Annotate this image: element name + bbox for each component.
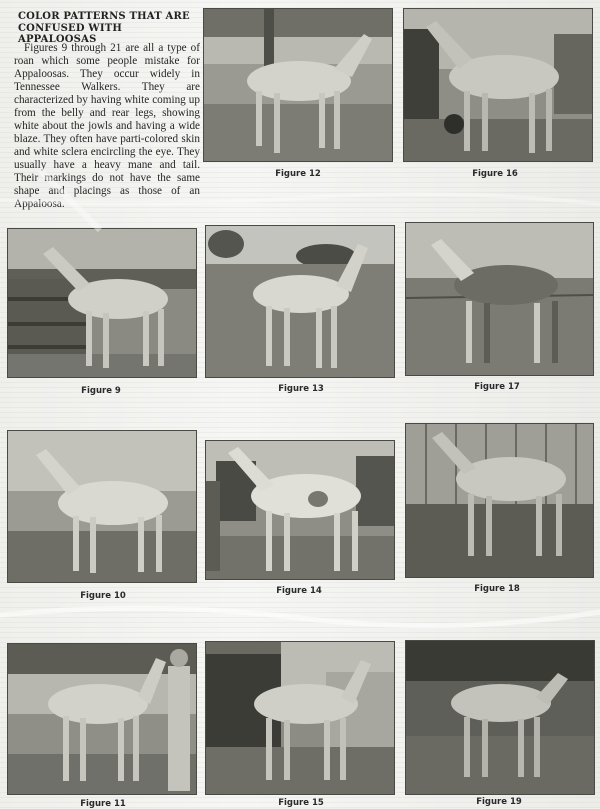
horse-photo-figure-11	[7, 643, 197, 795]
horse-photo-figure-13	[205, 225, 395, 378]
horse-photo-figure-10	[7, 430, 197, 583]
horse-photo-figure-17	[405, 222, 594, 376]
horse-photo-figure-16	[403, 8, 593, 162]
figure-caption: Figure 12	[275, 169, 321, 179]
figure-caption: Figure 10	[80, 591, 126, 601]
figure-caption: Figure 13	[278, 384, 324, 394]
horse-photo-figure-18	[405, 423, 594, 578]
figure-caption: Figure 17	[474, 382, 520, 392]
figure-caption: Figure 9	[81, 386, 121, 396]
horse-photo-figure-19	[405, 640, 595, 795]
horse-photo-figure-12	[203, 8, 393, 162]
figure-caption: Figure 15	[278, 798, 324, 808]
figure-caption: Figure 14	[276, 586, 322, 596]
horse-photo-figure-9	[7, 228, 197, 378]
horse-photo-figure-14	[205, 440, 395, 580]
horse-photo-figure-15	[205, 641, 395, 795]
figure-caption: Figure 11	[80, 799, 126, 809]
figure-caption: Figure 19	[476, 797, 522, 807]
figure-caption: Figure 18	[474, 584, 520, 594]
figure-caption: Figure 16	[472, 169, 518, 179]
article-body: Figures 9 through 21 are all a type of roan which some people mistake for Appaloosas. They occur widely in Tennessee Walkers. They are characterized by having white coming up from the belly and rear legs, showing white about the jowls and having a wide blaze. They often have parti-colored skin and white sclera encircling the eye. They usually have a heavy mane and tail. Their markings do not have the same shape and placings as those of an Appaloosa.	[14, 42, 200, 210]
article-heading: COLOR PATTERNS THAT ARE CONFUSED WITH APPALOOSAS	[18, 11, 190, 45]
